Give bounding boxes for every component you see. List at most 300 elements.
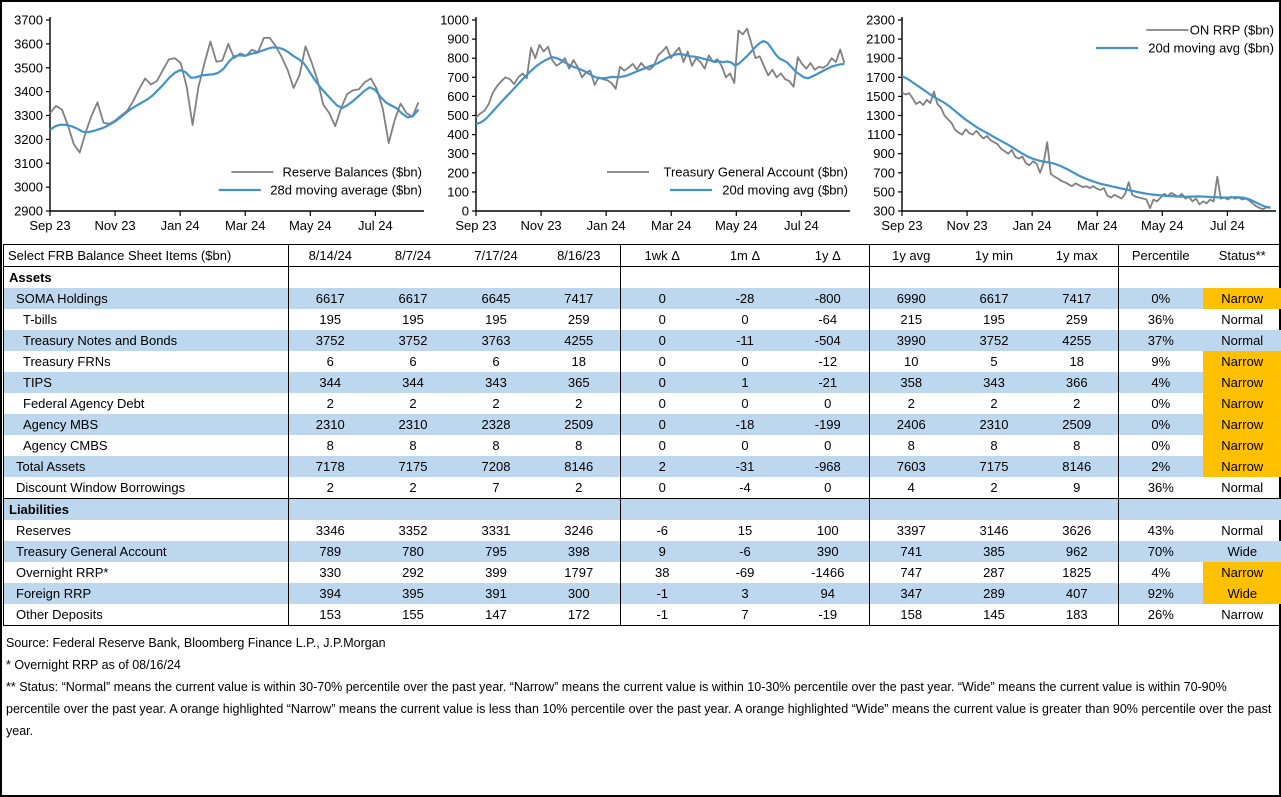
value-cell: -31 (735, 459, 755, 474)
value-cell: 0 (658, 291, 666, 306)
status-cell: Narrow (1203, 393, 1281, 414)
value-cell: 2509 (538, 414, 621, 435)
value-cell: 8 (907, 438, 915, 453)
footnotes (2, 626, 1279, 742)
value-cell: 3331 (481, 523, 511, 538)
status-cell: Wide (1227, 544, 1258, 559)
svg-text:700: 700 (873, 165, 895, 181)
value-cell: 344 (402, 375, 424, 390)
percentile-cell: 70% (1147, 544, 1174, 559)
table-row (4, 477, 1281, 499)
svg-text:Jul 24: Jul 24 (1210, 218, 1245, 233)
value-cell: 343 (983, 375, 1005, 390)
value-cell: 8146 (1036, 456, 1119, 477)
value-cell: 8 (409, 438, 417, 453)
value-cell: 4255 (1036, 330, 1119, 351)
percentile-cell: 43% (1147, 523, 1174, 538)
value-cell: 7417 (1036, 288, 1119, 309)
value-cell: 8146 (538, 456, 621, 477)
row-label: Treasury FRNs (4, 351, 289, 372)
svg-text:1500: 1500 (866, 88, 895, 104)
svg-text:Reserve Balances ($bn): Reserve Balances ($bn) (282, 164, 422, 180)
svg-text:1300: 1300 (866, 108, 895, 123)
svg-text:Nov 23: Nov 23 (946, 218, 988, 233)
value-cell: 94 (787, 583, 870, 604)
svg-text:100: 100 (447, 184, 469, 200)
value-cell: 2406 (896, 417, 926, 432)
value-cell: 789 (319, 544, 342, 559)
value-cell: 780 (402, 544, 424, 559)
value-cell: 215 (900, 312, 923, 327)
row-label: Reserves (4, 520, 289, 541)
status-cell: Narrow (1203, 288, 1281, 309)
svg-text:900: 900 (447, 31, 469, 47)
svg-text:Jul 24: Jul 24 (358, 218, 393, 233)
value-cell: -199 (787, 414, 870, 435)
value-cell: 2 (990, 480, 998, 495)
svg-text:700: 700 (447, 69, 469, 85)
value-cell: 6617 (979, 291, 1009, 306)
value-cell: -64 (787, 309, 870, 330)
value-cell: 0 (658, 438, 666, 453)
svg-text:300: 300 (447, 146, 469, 162)
value-cell: 0 (658, 480, 666, 495)
value-cell: -6 (739, 544, 751, 559)
value-cell: 18 (538, 351, 621, 372)
table-row (4, 288, 1281, 309)
svg-text:Sep 23: Sep 23 (881, 218, 923, 233)
svg-text:Mar 24: Mar 24 (1076, 218, 1118, 233)
svg-text:600: 600 (447, 88, 469, 104)
value-cell: 391 (485, 586, 507, 601)
column-header: 1y avg (870, 245, 953, 267)
svg-text:20d moving avg ($bn): 20d moving avg ($bn) (1148, 40, 1274, 56)
overnight-rrp-note: * Overnight RRP as of 08/16/24 (6, 658, 181, 672)
value-cell: 2 (990, 396, 998, 411)
value-cell: 2 (409, 396, 417, 411)
value-cell (538, 267, 621, 289)
value-cell: -12 (787, 351, 870, 372)
value-cell: 9 (658, 544, 666, 559)
svg-text:Sep 23: Sep 23 (29, 218, 71, 233)
row-label: Treasury Notes and Bonds (4, 330, 289, 351)
value-cell: 0 (658, 396, 666, 411)
value-cell (372, 267, 455, 289)
percentile-cell: 2% (1151, 459, 1171, 474)
row-label: Foreign RRP (4, 583, 289, 604)
value-cell: 4255 (538, 330, 621, 351)
value-cell: 6617 (315, 291, 345, 306)
value-cell: 195 (402, 312, 424, 327)
value-cell: 3146 (979, 523, 1009, 538)
row-label: T-bills (4, 309, 289, 330)
status-cell: Normal (1221, 312, 1264, 327)
value-cell: 0 (741, 438, 749, 453)
svg-text:2100: 2100 (866, 31, 895, 47)
value-cell: 100 (787, 520, 870, 541)
value-cell: 155 (402, 607, 424, 622)
column-header: Select FRB Balance Sheet Items ($bn) (4, 245, 289, 267)
percentile-cell: 37% (1147, 333, 1174, 348)
svg-text:2300: 2300 (866, 12, 895, 28)
svg-text:May 24: May 24 (1140, 218, 1184, 233)
value-cell: 7178 (315, 459, 345, 474)
value-cell: 15 (737, 523, 753, 538)
value-cell: 2310 (979, 417, 1009, 432)
value-cell (372, 499, 455, 521)
svg-text:20d moving avg ($bn): 20d moving avg ($bn) (722, 182, 848, 198)
percentile-cell: 26% (1147, 607, 1174, 622)
value-cell: 10 (904, 354, 919, 369)
value-cell: 3752 (315, 333, 345, 348)
value-cell: 366 (1036, 372, 1119, 393)
reserve-balances-line-chart (4, 8, 430, 244)
column-header: Status** (1203, 245, 1281, 267)
column-header: Percentile (1119, 245, 1203, 267)
percentile-cell: 92% (1147, 586, 1174, 601)
value-cell: -6 (656, 523, 669, 538)
value-cell: 3346 (315, 523, 345, 538)
value-cell: 300 (538, 583, 621, 604)
value-cell: 385 (983, 544, 1005, 559)
value-cell: 0 (658, 375, 666, 390)
value-cell: 2310 (398, 417, 428, 432)
value-cell: 4 (907, 480, 915, 495)
row-label: Other Deposits (4, 604, 289, 626)
value-cell: 347 (900, 586, 923, 601)
value-cell: 2 (1036, 393, 1119, 414)
value-cell (787, 499, 870, 521)
value-cell (289, 499, 372, 521)
table-row (4, 435, 1281, 456)
value-cell: 8 (990, 438, 998, 453)
svg-text:1100: 1100 (867, 127, 895, 143)
status-cell (1203, 267, 1281, 289)
svg-text:28d moving average ($bn): 28d moving average ($bn) (270, 182, 422, 198)
value-cell (953, 267, 1036, 289)
svg-text:0: 0 (461, 203, 469, 219)
table-row (4, 520, 1281, 541)
value-cell: 407 (1036, 583, 1119, 604)
value-cell (455, 499, 538, 521)
value-cell: 330 (319, 565, 342, 580)
table-row (4, 372, 1281, 393)
value-cell: 6 (492, 354, 500, 369)
percentile-cell: 4% (1151, 375, 1171, 390)
svg-text:1000: 1000 (440, 12, 469, 28)
value-cell: 0 (741, 396, 749, 411)
value-cell: 3763 (481, 333, 511, 348)
value-cell: 0 (658, 417, 666, 432)
status-cell: Normal (1221, 523, 1264, 538)
svg-text:3400: 3400 (14, 84, 43, 100)
value-cell: 8 (326, 438, 334, 453)
row-label: Overnight RRP* (4, 562, 289, 583)
status-cell (1203, 499, 1281, 521)
value-cell: 3626 (1036, 520, 1119, 541)
column-header: 1y min (953, 245, 1036, 267)
value-cell: 3 (741, 586, 749, 601)
value-cell: 358 (900, 375, 923, 390)
chart-on-rrp (856, 8, 1281, 244)
svg-text:800: 800 (447, 50, 469, 66)
value-cell: 292 (402, 565, 424, 580)
value-cell (455, 267, 538, 289)
treasury-general-account-line-chart (430, 8, 856, 244)
value-cell: 2 (658, 459, 666, 474)
value-cell: 38 (655, 565, 670, 580)
section-row (4, 267, 1281, 289)
svg-text:Treasury General Account ($bn): Treasury General Account ($bn) (663, 164, 848, 180)
value-cell (1036, 499, 1119, 521)
value-cell (704, 267, 787, 289)
svg-text:1900: 1900 (866, 50, 895, 66)
value-cell: 158 (900, 607, 923, 622)
value-cell: 7175 (979, 459, 1009, 474)
value-cell: 172 (538, 604, 621, 626)
svg-text:3700: 3700 (14, 12, 43, 28)
row-label: Federal Agency Debt (4, 393, 289, 414)
svg-text:2900: 2900 (14, 203, 43, 219)
value-cell: 18 (1036, 351, 1119, 372)
value-cell: 0 (658, 354, 666, 369)
column-header: 1wk Δ (621, 245, 704, 267)
charts-row (2, 2, 1279, 244)
status-cell: Narrow (1203, 414, 1281, 435)
status-cell: Narrow (1203, 562, 1281, 583)
value-cell: 3246 (538, 520, 621, 541)
svg-text:500: 500 (873, 184, 895, 200)
value-cell: -11 (736, 333, 754, 348)
svg-text:ON RRP ($bn): ON RRP ($bn) (1189, 22, 1274, 38)
balance-sheet-table (3, 244, 1281, 626)
value-cell: -1 (656, 586, 669, 601)
svg-text:3200: 3200 (14, 131, 43, 147)
svg-text:3100: 3100 (14, 155, 43, 171)
table-row (4, 330, 1281, 351)
value-cell: -18 (735, 417, 755, 432)
value-cell: 0 (658, 333, 666, 348)
value-cell: 289 (983, 586, 1005, 601)
percentile-cell: 36% (1147, 312, 1174, 327)
status-cell: Normal (1221, 333, 1264, 348)
svg-text:Jan 24: Jan 24 (1012, 218, 1052, 233)
value-cell: 7603 (896, 459, 926, 474)
value-cell: 6645 (481, 291, 511, 306)
row-label: SOMA Holdings (4, 288, 289, 309)
value-cell: 8 (538, 435, 621, 456)
value-cell: -21 (787, 372, 870, 393)
percentile-cell (1119, 267, 1203, 289)
value-cell: 395 (402, 586, 424, 601)
svg-text:Jan 24: Jan 24 (586, 218, 626, 233)
value-cell: 398 (538, 541, 621, 562)
status-cell: Narrow (1203, 351, 1281, 372)
row-label: Total Assets (4, 456, 289, 477)
value-cell: 2 (907, 396, 915, 411)
value-cell: 153 (319, 607, 342, 622)
value-cell: 183 (1036, 604, 1119, 626)
value-cell: 2310 (315, 417, 345, 432)
status-cell: Narrow (1203, 372, 1281, 393)
column-header: 8/16/23 (538, 245, 621, 267)
value-cell: 747 (900, 565, 923, 580)
value-cell: 8 (492, 438, 500, 453)
value-cell: 7175 (398, 459, 428, 474)
value-cell: -968 (787, 456, 870, 477)
table-row (4, 309, 1281, 330)
on-rrp-line-chart (856, 8, 1281, 244)
status-cell: Wide (1203, 583, 1281, 604)
column-header: 8/7/24 (372, 245, 455, 267)
percentile-cell: 0% (1151, 438, 1171, 453)
value-cell: -504 (787, 330, 870, 351)
percentile-cell: 4% (1151, 565, 1171, 580)
value-cell: 259 (1036, 309, 1119, 330)
value-cell: 344 (319, 375, 342, 390)
svg-text:Jan 24: Jan 24 (160, 218, 200, 233)
row-label: Treasury General Account (4, 541, 289, 562)
value-cell: 6990 (896, 291, 926, 306)
value-cell: 5 (990, 354, 998, 369)
value-cell: -28 (735, 291, 755, 306)
svg-text:Nov 23: Nov 23 (94, 218, 136, 233)
svg-text:3600: 3600 (14, 36, 43, 52)
svg-text:500: 500 (447, 108, 469, 123)
column-header: 1y max (1036, 245, 1119, 267)
value-cell (621, 267, 704, 289)
table-row (4, 414, 1281, 435)
value-cell: 2 (492, 396, 500, 411)
svg-text:May 24: May 24 (714, 218, 758, 233)
percentile-cell: 0% (1151, 291, 1171, 306)
row-label: Assets (4, 267, 289, 289)
value-cell: 2 (538, 477, 621, 499)
value-cell: 741 (900, 544, 923, 559)
value-cell: 7208 (481, 459, 511, 474)
row-label: Liabilities (4, 499, 289, 521)
value-cell: -4 (739, 480, 751, 495)
table-row (4, 604, 1281, 626)
svg-text:400: 400 (447, 127, 469, 143)
value-cell: 3397 (896, 523, 926, 538)
row-label: Agency CMBS (4, 435, 289, 456)
row-label: Agency MBS (4, 414, 289, 435)
value-cell: 195 (983, 312, 1005, 327)
value-cell: 195 (485, 312, 507, 327)
value-cell: 399 (485, 565, 507, 580)
value-cell: 343 (485, 375, 507, 390)
value-cell: 1825 (1036, 562, 1119, 583)
table-row (4, 351, 1281, 372)
value-cell: 259 (538, 309, 621, 330)
value-cell: 287 (983, 565, 1005, 580)
value-cell: 0 (741, 312, 749, 327)
chart-reserve-balances (4, 8, 430, 244)
value-cell: 2509 (1036, 414, 1119, 435)
svg-text:May 24: May 24 (288, 218, 332, 233)
value-cell: 0 (658, 312, 666, 327)
svg-text:300: 300 (873, 203, 895, 219)
table-row (4, 456, 1281, 477)
value-cell: -1466 (787, 562, 870, 583)
value-cell (1036, 267, 1119, 289)
value-cell: 3752 (398, 333, 428, 348)
svg-text:3500: 3500 (14, 60, 43, 76)
value-cell: 0 (787, 393, 870, 414)
value-cell: 2 (538, 393, 621, 414)
value-cell: 1797 (538, 562, 621, 583)
value-cell: 390 (787, 541, 870, 562)
value-cell: 8 (1036, 435, 1119, 456)
value-cell (787, 267, 870, 289)
value-cell: 6617 (398, 291, 428, 306)
table-row (4, 541, 1281, 562)
svg-text:200: 200 (447, 165, 469, 181)
value-cell: 962 (1036, 541, 1119, 562)
value-cell (621, 499, 704, 521)
svg-text:Mar 24: Mar 24 (224, 218, 266, 233)
table-row (4, 562, 1281, 583)
value-cell (953, 499, 1036, 521)
value-cell: 147 (485, 607, 507, 622)
value-cell: 6 (409, 354, 417, 369)
svg-text:Jul 24: Jul 24 (784, 218, 819, 233)
status-cell: Narrow (1203, 456, 1281, 477)
value-cell: -69 (735, 565, 755, 580)
value-cell (870, 267, 953, 289)
percentile-cell: 0% (1151, 396, 1171, 411)
status-cell: Narrow (1203, 435, 1281, 456)
value-cell: 3990 (896, 333, 926, 348)
svg-text:3300: 3300 (14, 108, 43, 123)
percentile-cell: 36% (1147, 480, 1174, 495)
value-cell: 2 (326, 480, 334, 495)
column-header: 1m Δ (704, 245, 787, 267)
svg-text:Nov 23: Nov 23 (520, 218, 562, 233)
value-cell: 145 (983, 607, 1005, 622)
percentile-cell: 9% (1151, 354, 1171, 369)
value-cell: 195 (319, 312, 342, 327)
svg-text:Sep 23: Sep 23 (455, 218, 497, 233)
column-header: 1y Δ (787, 245, 870, 267)
svg-text:3000: 3000 (14, 179, 43, 195)
value-cell (538, 499, 621, 521)
value-cell: 795 (485, 544, 507, 559)
status-cell: Narrow (1221, 607, 1264, 622)
value-cell: 1 (741, 375, 749, 390)
value-cell: 2 (326, 396, 334, 411)
status-definition-note: ** Status: “Normal” means the current value is within 30-70% percentile over the past year. “Narrow” means the current value is within 10-30% percentile over the past year. “Wide” means the current value is within 70-90% percentile over the past year. A orange highlighted “Narrow” means the current value is less than 10% percentile over the past year. A orange highlighted “Wide” means the current value is greater than 90% percentile over the past year. (6, 680, 1272, 738)
value-cell: 9 (1036, 477, 1119, 499)
source-note: Source: Federal Reserve Bank, Bloomberg Finance L.P., J.P.Morgan (6, 636, 386, 650)
section-row (4, 499, 1281, 521)
svg-text:1700: 1700 (866, 69, 895, 85)
value-cell: -800 (787, 288, 870, 309)
row-label: Discount Window Borrowings (4, 477, 289, 499)
value-cell: 7 (492, 480, 500, 495)
value-cell: -1 (656, 607, 669, 622)
value-cell: 3352 (398, 523, 428, 538)
value-cell: 0 (787, 477, 870, 499)
value-cell: 7 (741, 607, 749, 622)
column-header: 7/17/24 (455, 245, 538, 267)
table-header-row (4, 245, 1281, 267)
value-cell (704, 499, 787, 521)
svg-text:900: 900 (873, 146, 895, 162)
row-label: TIPS (4, 372, 289, 393)
column-header: 8/14/24 (289, 245, 372, 267)
